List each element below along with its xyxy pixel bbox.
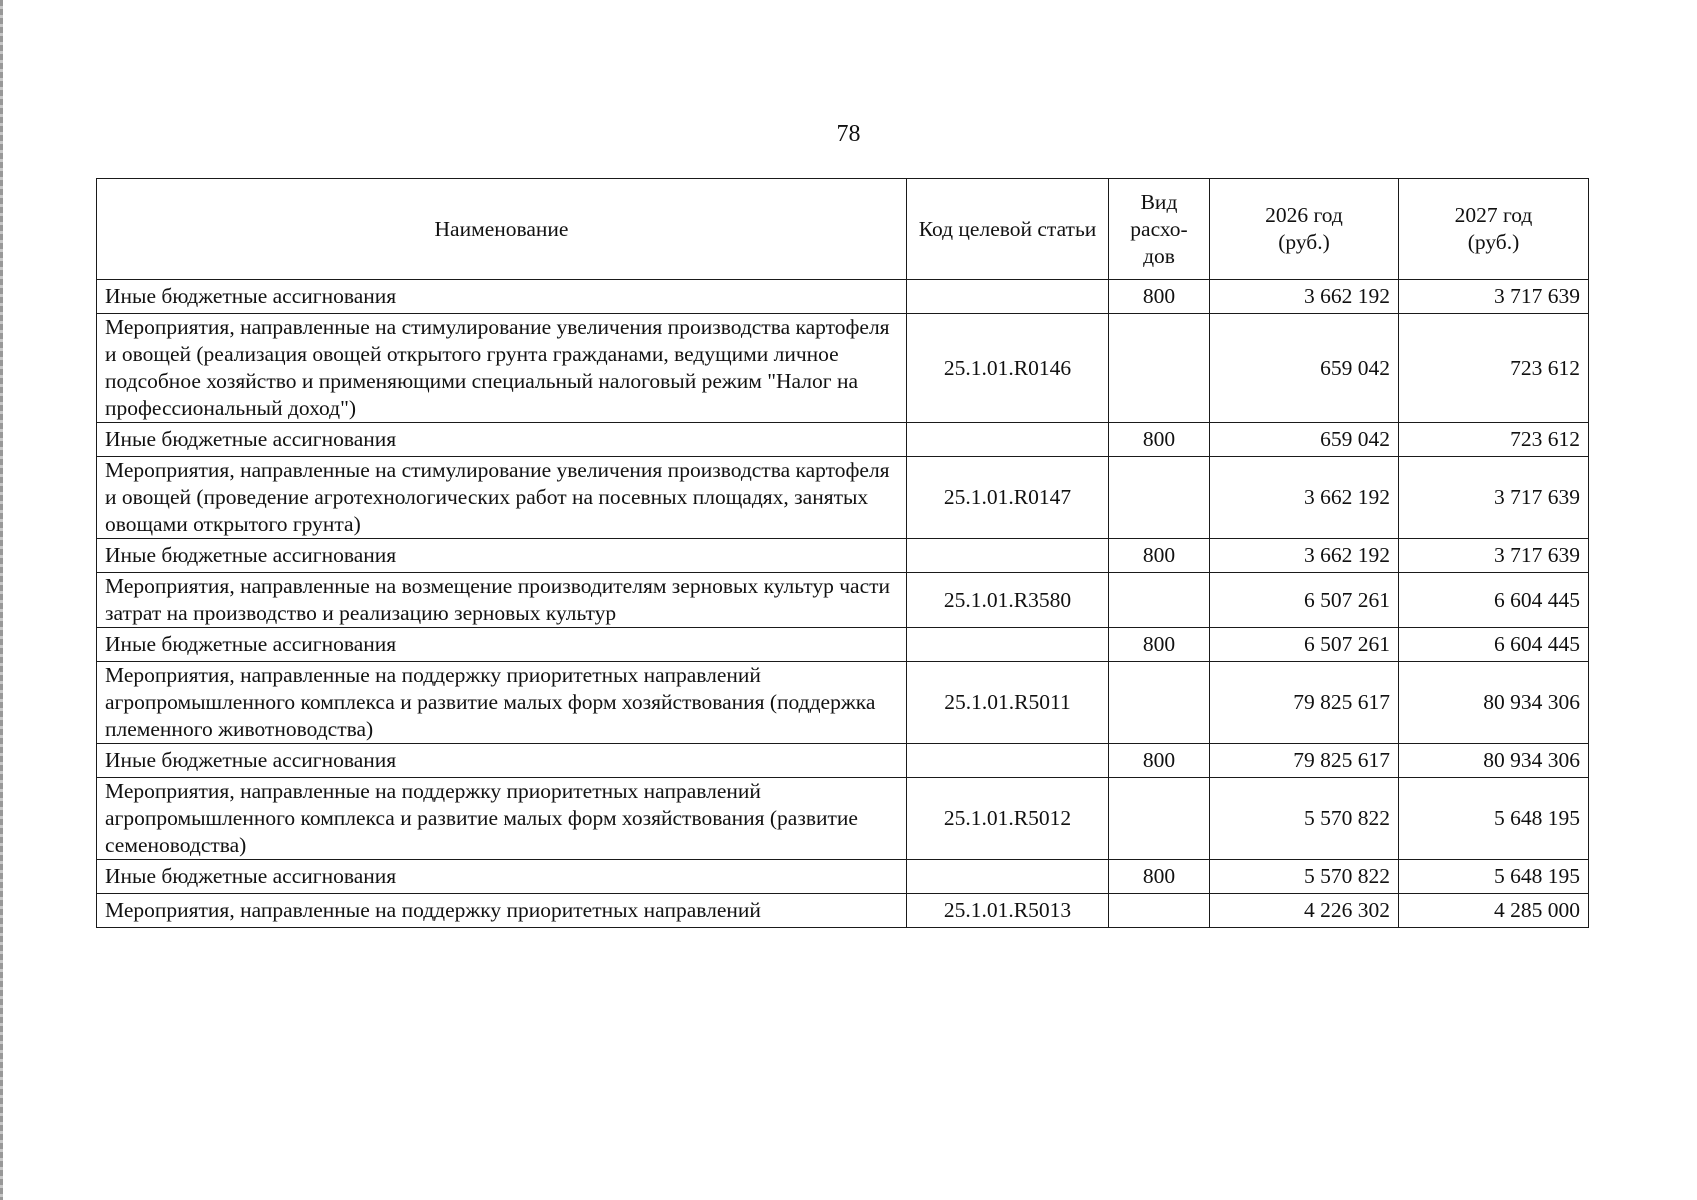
cell-code: 25.1.01.R5013 [907, 894, 1109, 928]
table-row [97, 628, 1589, 662]
cell-2026: 6 507 261 [1210, 573, 1399, 628]
cell-kind [1109, 662, 1210, 744]
cell-2026: 6 507 261 [1210, 628, 1399, 662]
cell-code [907, 860, 1109, 894]
cell-kind: 800 [1109, 744, 1210, 778]
cell-2027: 3 717 639 [1399, 457, 1589, 539]
cell-2027: 6 604 445 [1399, 573, 1589, 628]
cell-2027: 6 604 445 [1399, 628, 1589, 662]
cell-kind: 800 [1109, 423, 1210, 457]
cell-name: Иные бюджетные ассигнования [97, 860, 907, 894]
cell-name: Иные бюджетные ассигнования [97, 280, 907, 314]
cell-2027: 723 612 [1399, 423, 1589, 457]
budget-table [96, 178, 1589, 928]
cell-code: 25.1.01.R5011 [907, 662, 1109, 744]
cell-code: 25.1.01.R3580 [907, 573, 1109, 628]
cell-2026: 4 226 302 [1210, 894, 1399, 928]
cell-name: Иные бюджетные ассигнования [97, 628, 907, 662]
cell-kind [1109, 457, 1210, 539]
header-name: Наименование [97, 179, 907, 280]
cell-name: Мероприятия, направленные на стимулирование увеличения производства картофеля и овощей (проведение агротехнологических работ на посевных площадях, занятых овощами открытого грунта) [97, 457, 907, 539]
table-row [97, 778, 1589, 860]
cell-code: 25.1.01.R5012 [907, 778, 1109, 860]
scan-edge-artifact [0, 0, 3, 1200]
cell-kind: 800 [1109, 280, 1210, 314]
cell-2026: 5 570 822 [1210, 860, 1399, 894]
cell-kind [1109, 314, 1210, 423]
cell-2027: 4 285 000 [1399, 894, 1589, 928]
table-row [97, 573, 1589, 628]
cell-2026: 659 042 [1210, 314, 1399, 423]
cell-code [907, 628, 1109, 662]
cell-2027: 3 717 639 [1399, 539, 1589, 573]
cell-code [907, 280, 1109, 314]
cell-kind: 800 [1109, 539, 1210, 573]
cell-name: Иные бюджетные ассигнования [97, 539, 907, 573]
table-row [97, 423, 1589, 457]
table-row [97, 860, 1589, 894]
cell-2027: 3 717 639 [1399, 280, 1589, 314]
cell-name: Иные бюджетные ассигнования [97, 744, 907, 778]
cell-name: Мероприятия, направленные на поддержку приоритетных направлений агропромышленного комплекса и развитие малых форм хозяйствования (развитие семеноводства) [97, 778, 907, 860]
header-year-2027: 2027 год (руб.) [1399, 179, 1589, 280]
cell-2027: 80 934 306 [1399, 662, 1589, 744]
header-kind: Вид расхо- дов [1109, 179, 1210, 280]
header-year-2026: 2026 год (руб.) [1210, 179, 1399, 280]
cell-name: Иные бюджетные ассигнования [97, 423, 907, 457]
cell-kind [1109, 778, 1210, 860]
table-row [97, 314, 1589, 423]
cell-name: Мероприятия, направленные на поддержку приоритетных направлений агропромышленного комплекса и развитие малых форм хозяйствования (поддержка племенного животноводства) [97, 662, 907, 744]
cell-name: Мероприятия, направленные на возмещение производителям зерновых культур части затрат на производство и реализацию зерновых культур [97, 573, 907, 628]
cell-code [907, 423, 1109, 457]
cell-code: 25.1.01.R0147 [907, 457, 1109, 539]
cell-kind: 800 [1109, 860, 1210, 894]
cell-2027: 5 648 195 [1399, 860, 1589, 894]
cell-2027: 80 934 306 [1399, 744, 1589, 778]
cell-code: 25.1.01.R0146 [907, 314, 1109, 423]
cell-2026: 3 662 192 [1210, 280, 1399, 314]
cell-code [907, 539, 1109, 573]
table-row [97, 280, 1589, 314]
cell-2026: 659 042 [1210, 423, 1399, 457]
cell-2027: 723 612 [1399, 314, 1589, 423]
cell-2026: 79 825 617 [1210, 662, 1399, 744]
table-row [97, 457, 1589, 539]
cell-kind: 800 [1109, 628, 1210, 662]
cell-name: Мероприятия, направленные на стимулирование увеличения производства картофеля и овощей (реализация овощей открытого грунта гражданами, ведущими личное подсобное хозяйство и применяющими специальный налоговый режим "Налог на профессиональный доход") [97, 314, 907, 423]
table-header-row [97, 179, 1589, 280]
table-row [97, 662, 1589, 744]
cell-kind [1109, 894, 1210, 928]
cell-kind [1109, 573, 1210, 628]
table-row [97, 894, 1589, 928]
cell-2027: 5 648 195 [1399, 778, 1589, 860]
cell-code [907, 744, 1109, 778]
cell-name: Мероприятия, направленные на поддержку приоритетных направлений [97, 894, 907, 928]
table-row [97, 539, 1589, 573]
cell-2026: 3 662 192 [1210, 539, 1399, 573]
cell-2026: 3 662 192 [1210, 457, 1399, 539]
page-number: 78 [836, 121, 861, 147]
cell-2026: 79 825 617 [1210, 744, 1399, 778]
table-row [97, 744, 1589, 778]
cell-2026: 5 570 822 [1210, 778, 1399, 860]
header-code: Код целевой статьи [907, 179, 1109, 280]
